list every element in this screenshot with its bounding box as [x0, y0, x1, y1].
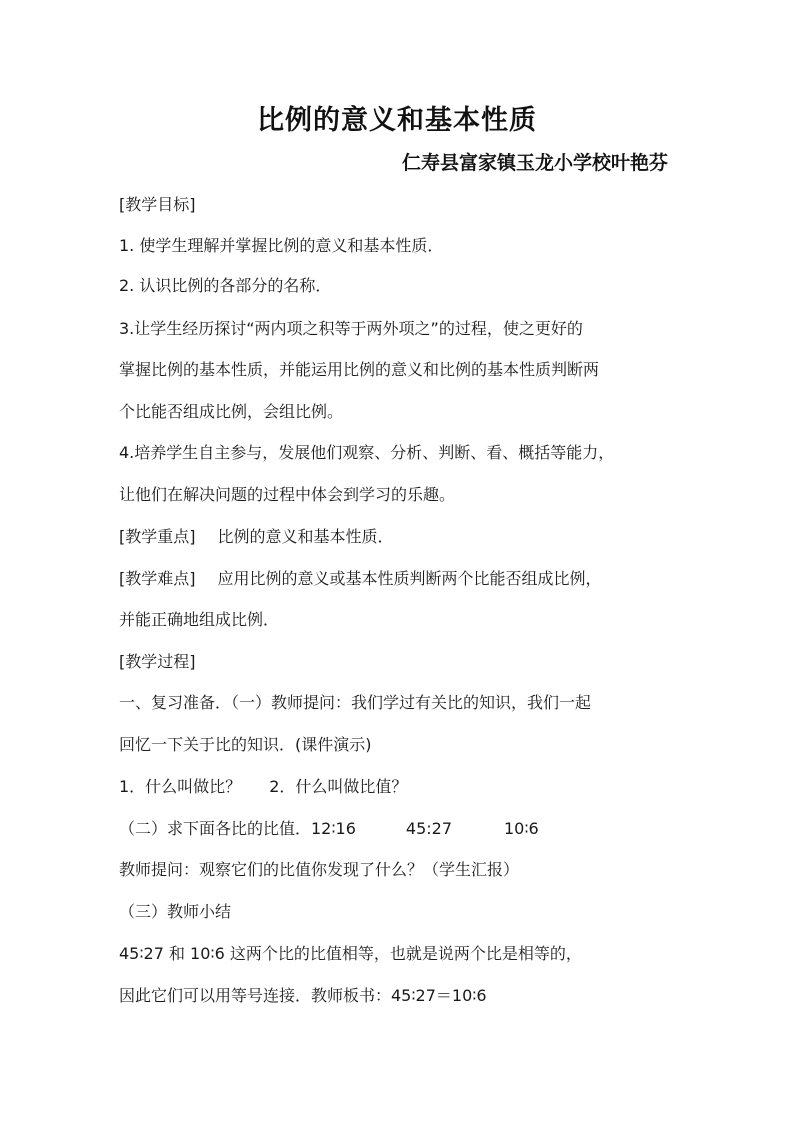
teacher-question: 教师提问：观察它们的比值你发现了什么？（学生汇报） — [119, 860, 520, 879]
document-author: 仁寿县富家镇玉龙小学校叶艳芬 — [401, 152, 668, 174]
summary-line-2: 因此它们可以用等号连接．教师板书：45∶27＝10∶6 — [119, 986, 487, 1005]
document-title: 比例的意义和基本性质 — [257, 105, 537, 136]
key-point-text: 比例的意义和基本性质． — [217, 527, 394, 546]
questions-row — [119, 774, 407, 797]
review-line-1: 一、复习准备．（一）教师提问：我们学过有关比的知识，我们一起 — [119, 693, 592, 712]
ratio-task-row — [119, 816, 539, 839]
difficulty-text-line-2: 并能正确地组成比例． — [119, 610, 280, 629]
objective-4-line-2: 让他们在解决问题的过程中体会到学习的乐趣。 — [119, 485, 456, 504]
difficulty-row — [119, 566, 602, 589]
question-1: 1．什么叫做比？ — [119, 777, 242, 796]
summary-heading: （三）教师小结 — [119, 902, 232, 921]
objective-1: 1. 使学生理解并掌握比例的意义和基本性质． — [119, 236, 444, 255]
process-heading: [教学过程] — [119, 652, 196, 671]
question-2: 2．什么叫做比值？ — [269, 777, 408, 796]
objective-3-line-2: 掌握比例的基本性质，并能运用比例的意义和比例的基本性质判断两 — [119, 360, 600, 379]
objective-3-line-3: 个比能否组成比例，会组比例。 — [119, 402, 344, 421]
ratio-3: 10∶6 — [504, 819, 539, 838]
objective-4-line-1: 4.培养学生自主参与，发展他们观察、分析、判断、看、概括等能力， — [119, 443, 615, 462]
summary-line-1: 45∶27 和 10∶6 这两个比的比值相等，也就是说两个比是相等的， — [119, 944, 582, 963]
review-line-2: 回忆一下关于比的知识．(课件演示) — [119, 735, 372, 754]
ratio-2: 45:27 — [405, 819, 452, 838]
difficulty-label: [教学难点] — [119, 569, 196, 588]
objectives-heading: [教学目标] — [119, 195, 196, 214]
ratio-task: （二）求下面各比的比值．12∶16 — [119, 819, 356, 838]
difficulty-text-line-1: 应用比例的意义或基本性质判断两个比能否组成比例， — [217, 569, 602, 588]
key-point-label: [教学重点] — [119, 527, 196, 546]
objective-3-line-1: 3.让学生经历探讨“两内项之积等于两外项之”的过程，使之更好的 — [119, 319, 583, 338]
objective-2: 2. 认识比例的各部分的名称． — [119, 276, 332, 295]
key-point-row — [119, 524, 394, 547]
